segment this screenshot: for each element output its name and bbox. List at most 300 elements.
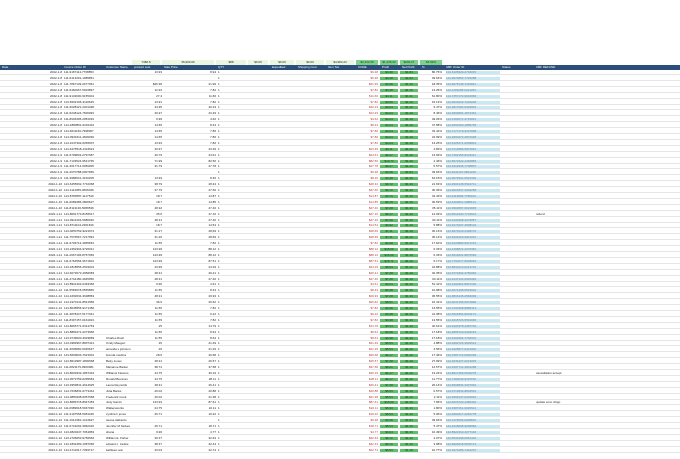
- table-cell[interactable]: [328, 224, 356, 227]
- table-cell[interactable]: 1: [218, 212, 220, 216]
- profit-cell[interactable]: $15.69: [380, 248, 398, 251]
- table-cell[interactable]: 2022-1-11: [48, 271, 62, 275]
- table-cell[interactable]: 2022-1-12: [48, 336, 62, 340]
- table-cell[interactable]: [298, 118, 326, 121]
- table-cell[interactable]: 9.99: [156, 118, 162, 122]
- table-cell[interactable]: 2022-1-11: [48, 224, 62, 228]
- table-cell[interactable]: 43.99: [154, 265, 162, 269]
- table-cell[interactable]: [536, 295, 576, 298]
- table-cell[interactable]: [272, 325, 296, 328]
- table-cell[interactable]: 113-4820247-7061863: [64, 430, 95, 434]
- profit-cell[interactable]: $4.38: [380, 307, 398, 310]
- table-cell[interactable]: 1: [218, 407, 220, 411]
- table-cell[interactable]: [106, 301, 134, 304]
- table-cell[interactable]: [502, 396, 534, 399]
- table-cell[interactable]: 1: [218, 189, 220, 192]
- profit-cell[interactable]: $24.29: [368, 265, 378, 269]
- table-cell[interactable]: 114-5530198-6661432: [446, 437, 500, 440]
- table-cell[interactable]: [536, 384, 576, 387]
- table-cell[interactable]: 1: [218, 118, 220, 122]
- summary-cell[interactable]: $4,984.23: [326, 60, 354, 65]
- profit-cell[interactable]: 0.57%: [433, 389, 442, 393]
- table-cell[interactable]: [502, 207, 534, 210]
- table-cell[interactable]: 2022-1-11: [48, 236, 62, 240]
- table-cell[interactable]: 48.31: [154, 295, 162, 299]
- profit-cell[interactable]: 33.44%: [431, 130, 442, 133]
- summary-cell[interactable]: $88: [216, 60, 246, 65]
- table-row[interactable]: [0, 412, 680, 417]
- table-cell[interactable]: 2022-1-8: [49, 141, 62, 145]
- table-cell[interactable]: [328, 443, 356, 446]
- table-cell[interactable]: 1: [218, 389, 220, 393]
- table-cell[interactable]: [250, 95, 270, 98]
- table-row[interactable]: [0, 347, 680, 352]
- table-cell[interactable]: [328, 171, 356, 174]
- table-row[interactable]: [0, 277, 680, 282]
- table-cell[interactable]: 2022-1-12: [48, 307, 62, 310]
- profit-cell[interactable]: 49.64%: [431, 171, 442, 175]
- table-cell[interactable]: 114-0573759-0295681: [64, 377, 95, 381]
- profit-cell[interactable]: $4.48: [380, 419, 398, 422]
- table-cell[interactable]: 87.61: [208, 401, 216, 405]
- table-cell[interactable]: [502, 236, 534, 239]
- table-row[interactable]: [0, 88, 680, 93]
- profit-cell[interactable]: $1.16: [400, 325, 418, 328]
- table-row[interactable]: [0, 111, 680, 116]
- profit-cell[interactable]: 4.88%: [433, 342, 442, 346]
- table-cell[interactable]: [250, 372, 270, 375]
- table-row[interactable]: [0, 406, 680, 411]
- table-cell[interactable]: [272, 154, 296, 157]
- column-header[interactable]: Status: [502, 65, 511, 69]
- column-header[interactable]: Date: [2, 65, 9, 69]
- profit-cell[interactable]: $7.86: [370, 130, 378, 133]
- table-cell[interactable]: [328, 71, 356, 74]
- profit-cell[interactable]: $8.44: [370, 124, 378, 128]
- table-cell[interactable]: [272, 71, 296, 74]
- profit-cell[interactable]: $6.22: [370, 312, 378, 316]
- table-cell[interactable]: [106, 83, 134, 86]
- table-cell[interactable]: 2022-1-8: [49, 118, 62, 122]
- table-cell[interactable]: [298, 354, 326, 357]
- table-cell[interactable]: 1: [218, 377, 220, 381]
- table-cell[interactable]: 1: [218, 342, 220, 346]
- profit-cell[interactable]: 18.35%: [431, 82, 442, 86]
- table-cell[interactable]: 114-0911333-5086032: [64, 218, 94, 222]
- table-cell[interactable]: [328, 189, 356, 192]
- table-cell[interactable]: [272, 283, 296, 286]
- table-cell[interactable]: [502, 183, 534, 186]
- table-cell[interactable]: [250, 313, 270, 316]
- profit-cell[interactable]: $5.53: [380, 348, 398, 351]
- table-cell[interactable]: 88.12: [208, 248, 216, 251]
- table-cell[interactable]: [272, 425, 296, 428]
- table-cell[interactable]: [106, 195, 134, 198]
- table-cell[interactable]: [298, 130, 326, 133]
- table-cell[interactable]: [164, 171, 216, 174]
- table-cell[interactable]: 114-5609834-3337091: [446, 384, 500, 387]
- table-row[interactable]: [0, 164, 680, 169]
- table-cell[interactable]: [106, 101, 134, 104]
- profit-cell[interactable]: $1.16: [400, 148, 418, 151]
- table-cell[interactable]: [272, 165, 296, 168]
- table-row[interactable]: [0, 82, 680, 87]
- table-cell[interactable]: [536, 219, 576, 222]
- profit-cell[interactable]: 13.25%: [431, 141, 442, 145]
- table-cell[interactable]: [298, 401, 326, 404]
- table-cell[interactable]: [536, 112, 576, 115]
- table-cell[interactable]: [502, 124, 534, 127]
- table-cell[interactable]: [502, 401, 534, 404]
- table-cell[interactable]: 113-8783587-1117516: [64, 194, 94, 198]
- table-cell[interactable]: [250, 101, 270, 104]
- table-cell[interactable]: 24.61: [208, 153, 216, 157]
- table-row[interactable]: [0, 76, 680, 81]
- table-cell[interactable]: 1: [218, 336, 220, 340]
- table-cell[interactable]: [502, 136, 534, 139]
- table-cell[interactable]: [502, 130, 534, 133]
- table-cell[interactable]: 111-3878447-5177461: [64, 312, 94, 316]
- table-cell[interactable]: [536, 130, 576, 133]
- table-cell[interactable]: [536, 425, 576, 428]
- profit-cell[interactable]: $6.17: [380, 213, 398, 216]
- table-cell[interactable]: [536, 230, 576, 233]
- table-cell[interactable]: [106, 266, 134, 269]
- summary-cell[interactable]: $2,232.09: [356, 60, 378, 65]
- table-cell[interactable]: [536, 366, 576, 369]
- table-cell[interactable]: [536, 195, 576, 198]
- table-cell[interactable]: 113-9749000-3933869: [64, 336, 95, 340]
- table-cell[interactable]: [298, 195, 326, 198]
- table-cell[interactable]: 114-6103284-7762001: [446, 337, 500, 340]
- profit-cell[interactable]: 64.15%: [431, 177, 442, 181]
- profit-cell[interactable]: 17.62%: [431, 242, 442, 246]
- table-cell[interactable]: 111-6764566-3671604: [64, 259, 94, 263]
- column-header[interactable]: UBF Order ID: [446, 65, 465, 69]
- table-cell[interactable]: [250, 425, 270, 428]
- table-cell[interactable]: [106, 148, 134, 151]
- table-cell[interactable]: [328, 207, 356, 210]
- table-cell[interactable]: [250, 319, 270, 322]
- table-cell[interactable]: [250, 272, 270, 275]
- table-cell[interactable]: 26.41: [208, 383, 216, 387]
- table-cell[interactable]: [250, 236, 270, 239]
- table-cell[interactable]: 31.26: [154, 236, 162, 240]
- table-cell[interactable]: 114-0714886-5847812: [446, 148, 500, 151]
- table-cell[interactable]: 26.68: [208, 354, 216, 358]
- table-cell[interactable]: 114-7760277-6648063: [446, 260, 500, 263]
- table-row[interactable]: [0, 223, 680, 228]
- table-cell[interactable]: 1: [218, 360, 220, 364]
- profit-cell[interactable]: $1.16: [400, 390, 418, 393]
- table-cell[interactable]: 11.55: [154, 318, 162, 322]
- table-cell[interactable]: 11.55: [154, 242, 162, 246]
- table-cell[interactable]: [536, 431, 576, 434]
- profit-cell[interactable]: $21.99: [368, 82, 378, 86]
- table-cell[interactable]: 26.62: [208, 301, 216, 305]
- profit-cell[interactable]: $29.93: [368, 295, 378, 299]
- table-cell[interactable]: 114-9102378-4487720: [446, 325, 500, 328]
- table-cell[interactable]: Marianne Barker: [106, 366, 129, 369]
- table-cell[interactable]: [134, 77, 162, 80]
- table-cell[interactable]: [272, 124, 296, 127]
- table-cell[interactable]: 7.82: [210, 88, 216, 92]
- table-cell[interactable]: [298, 160, 326, 163]
- table-cell[interactable]: [502, 337, 534, 340]
- profit-cell[interactable]: 17.46%: [431, 354, 442, 358]
- table-cell[interactable]: [272, 242, 296, 245]
- table-row[interactable]: [0, 365, 680, 370]
- table-cell[interactable]: [106, 325, 134, 328]
- table-cell[interactable]: [298, 177, 326, 180]
- table-cell[interactable]: [536, 142, 576, 145]
- profit-cell[interactable]: $1.16: [400, 319, 418, 322]
- table-cell[interactable]: [298, 419, 326, 422]
- table-cell[interactable]: 2022-1-11: [48, 242, 62, 246]
- table-cell[interactable]: 7.86: [210, 135, 216, 139]
- table-cell[interactable]: 2022-1-8: [49, 71, 62, 74]
- table-cell[interactable]: [272, 331, 296, 334]
- table-cell[interactable]: [502, 413, 534, 416]
- table-cell[interactable]: [250, 106, 270, 109]
- table-cell[interactable]: [106, 95, 134, 98]
- table-cell[interactable]: 4.62: [210, 118, 216, 122]
- table-cell[interactable]: 2022-1-12: [48, 401, 62, 405]
- table-row[interactable]: [0, 312, 680, 317]
- profit-cell[interactable]: $1.16: [400, 366, 418, 369]
- profit-cell[interactable]: $4.04: [380, 431, 398, 434]
- table-cell[interactable]: [272, 431, 296, 434]
- table-cell[interactable]: 113-8883471-0273966: [64, 330, 95, 334]
- table-cell[interactable]: 123.99: [152, 253, 162, 257]
- profit-cell[interactable]: $6.48: [370, 171, 378, 175]
- table-cell[interactable]: 114-3328877-0441902: [446, 348, 500, 351]
- profit-cell[interactable]: $3.96: [380, 101, 398, 104]
- profit-cell[interactable]: 49.03%: [431, 118, 442, 122]
- table-cell[interactable]: [272, 372, 296, 375]
- table-cell[interactable]: 1: [218, 194, 220, 198]
- table-cell[interactable]: [502, 437, 534, 440]
- column-header[interactable]: CODE: [358, 65, 367, 69]
- profit-cell[interactable]: $40.23: [368, 106, 378, 110]
- table-cell[interactable]: [106, 154, 134, 157]
- table-row[interactable]: [0, 182, 680, 187]
- table-cell[interactable]: 114-6015729-4486302: [446, 401, 500, 404]
- table-cell[interactable]: 2022-1-8: [49, 135, 62, 139]
- table-cell[interactable]: 26: [158, 348, 162, 352]
- table-cell[interactable]: 113-8009332-1867443: [64, 371, 95, 375]
- profit-cell[interactable]: $6.51: [380, 301, 398, 304]
- profit-cell[interactable]: $6.47: [380, 165, 398, 168]
- table-cell[interactable]: [106, 283, 134, 286]
- profit-cell[interactable]: $7.11: [380, 230, 398, 233]
- table-cell[interactable]: [298, 142, 326, 145]
- table-cell[interactable]: 2022-1-12: [48, 448, 62, 452]
- table-cell[interactable]: 1: [218, 312, 220, 316]
- table-cell[interactable]: [298, 342, 326, 345]
- profit-cell[interactable]: $6.17: [380, 372, 398, 375]
- profit-cell[interactable]: $4.04: [380, 136, 398, 139]
- table-cell[interactable]: 114-7177179-3167838: [446, 130, 500, 133]
- table-cell[interactable]: 1: [218, 419, 220, 423]
- table-cell[interactable]: 1: [218, 82, 220, 86]
- table-cell[interactable]: 1: [218, 248, 220, 251]
- table-cell[interactable]: [106, 124, 134, 127]
- table-cell[interactable]: [298, 112, 326, 115]
- profit-cell[interactable]: 41.38%: [431, 312, 442, 316]
- table-cell[interactable]: 1: [218, 130, 220, 133]
- profit-cell[interactable]: $1.11: [400, 95, 418, 98]
- table-cell[interactable]: 114-0880498-6057668: [64, 395, 95, 399]
- table-cell[interactable]: 111-3986541-4152205: [64, 177, 94, 181]
- profit-cell[interactable]: $8.64: [370, 330, 378, 334]
- table-cell[interactable]: [502, 360, 534, 363]
- table-cell[interactable]: 113-9353841-2614625: [64, 383, 95, 387]
- table-row[interactable]: [0, 324, 680, 329]
- table-row[interactable]: [0, 448, 680, 453]
- table-cell[interactable]: 114-6476518-1324521: [64, 147, 95, 151]
- table-cell[interactable]: [502, 354, 534, 357]
- table-cell[interactable]: 114-4711917-7393717: [64, 448, 94, 452]
- table-cell[interactable]: 114-2669147-0146632: [446, 396, 500, 399]
- table-cell[interactable]: 1: [218, 242, 220, 246]
- profit-cell[interactable]: 36.55%: [431, 295, 442, 299]
- table-row[interactable]: [0, 212, 680, 217]
- profit-cell[interactable]: $18.71: [368, 425, 378, 428]
- table-cell[interactable]: 2022-1-8: [49, 112, 62, 116]
- table-cell[interactable]: [502, 378, 534, 381]
- table-cell[interactable]: 24.75: [154, 407, 162, 411]
- table-cell[interactable]: [298, 449, 326, 452]
- table-cell[interactable]: 24.29: [208, 265, 216, 269]
- table-cell[interactable]: 114-3046127-6213045: [446, 360, 500, 363]
- table-cell[interactable]: [536, 331, 576, 334]
- table-cell[interactable]: 114-3817584-5426823: [446, 106, 500, 109]
- table-cell[interactable]: [106, 242, 134, 245]
- table-cell[interactable]: [536, 160, 576, 163]
- profit-cell[interactable]: $4.04: [380, 112, 398, 115]
- table-row[interactable]: [0, 400, 680, 405]
- table-cell[interactable]: 111-8113136-5089536: [64, 206, 94, 210]
- table-row[interactable]: [0, 129, 680, 134]
- table-cell[interactable]: $26.38: [152, 82, 162, 86]
- table-cell[interactable]: 114-8711104-2361816: [64, 224, 94, 228]
- table-cell[interactable]: [328, 289, 356, 292]
- profit-cell[interactable]: $7.28: [380, 272, 398, 275]
- table-cell[interactable]: [328, 307, 356, 310]
- table-cell[interactable]: [250, 384, 270, 387]
- table-cell[interactable]: 111-6743202-3962420: [64, 425, 94, 428]
- table-cell[interactable]: 114-7233458-8886413: [446, 307, 500, 310]
- profit-cell[interactable]: $6.47: [380, 154, 398, 157]
- table-cell[interactable]: [298, 124, 326, 127]
- table-cell[interactable]: 2022-1-10: [48, 183, 62, 187]
- table-cell[interactable]: [298, 384, 326, 387]
- profit-cell[interactable]: $14.85: [368, 200, 378, 204]
- profit-cell[interactable]: $23.49: [368, 147, 378, 151]
- profit-cell[interactable]: $1.16: [400, 160, 418, 163]
- table-cell[interactable]: Charles Rush: [106, 336, 125, 340]
- profit-cell[interactable]: 10.98%: [431, 289, 442, 293]
- profit-cell[interactable]: $1.16: [400, 89, 418, 92]
- table-cell[interactable]: [298, 230, 326, 233]
- table-cell[interactable]: [502, 112, 534, 115]
- table-cell[interactable]: [536, 301, 576, 304]
- table-row[interactable]: [0, 194, 680, 199]
- table-cell[interactable]: [502, 89, 534, 92]
- profit-cell[interactable]: $37.58: [368, 366, 378, 369]
- table-cell[interactable]: [250, 331, 270, 334]
- profit-cell[interactable]: $4.48: [380, 177, 398, 180]
- profit-cell[interactable]: $4.04: [380, 142, 398, 145]
- table-cell[interactable]: [298, 289, 326, 292]
- table-cell[interactable]: 111-7867139-2677061: [64, 82, 94, 86]
- table-cell[interactable]: [298, 319, 326, 322]
- table-cell[interactable]: 28.69: [208, 236, 216, 240]
- profit-cell[interactable]: $26.68: [368, 354, 378, 358]
- profit-cell[interactable]: $7.28: [380, 219, 398, 222]
- profit-cell[interactable]: 6.33%: [433, 253, 442, 257]
- profit-cell[interactable]: $1.16: [400, 443, 418, 446]
- table-cell[interactable]: [502, 201, 534, 204]
- profit-cell[interactable]: 34.88%: [431, 265, 442, 269]
- table-cell[interactable]: 2022-1-10: [48, 206, 62, 210]
- profit-cell[interactable]: $1.16: [400, 331, 418, 334]
- table-cell[interactable]: [272, 148, 296, 151]
- profit-cell[interactable]: $88.12: [368, 248, 378, 251]
- profit-cell[interactable]: $14.87: [368, 194, 378, 198]
- table-cell[interactable]: 1: [218, 100, 220, 104]
- table-row[interactable]: [0, 117, 680, 122]
- profit-cell[interactable]: $1.16: [400, 337, 418, 340]
- table-cell[interactable]: 27.78: [208, 165, 216, 169]
- table-cell[interactable]: [328, 183, 356, 186]
- table-cell[interactable]: 1: [218, 224, 220, 228]
- table-cell[interactable]: 40.23: [208, 106, 216, 110]
- table-cell[interactable]: [328, 331, 356, 334]
- table-cell[interactable]: 1: [218, 318, 220, 322]
- table-cell[interactable]: Betty Jones: [106, 360, 122, 364]
- table-cell[interactable]: 114-5671022-4492883: [446, 160, 500, 163]
- table-cell[interactable]: 2022-1-12: [48, 360, 62, 364]
- table-row[interactable]: [0, 294, 680, 299]
- profit-cell[interactable]: $7.82: [370, 242, 378, 246]
- table-cell[interactable]: [250, 301, 270, 304]
- profit-cell[interactable]: $7.28: [380, 207, 398, 210]
- column-header[interactable]: %: [422, 65, 425, 69]
- profit-cell[interactable]: $1.16: [400, 396, 418, 399]
- table-cell[interactable]: [328, 419, 356, 422]
- table-cell[interactable]: [328, 425, 356, 428]
- table-cell[interactable]: [272, 407, 296, 410]
- table-row[interactable]: [0, 371, 680, 376]
- table-row[interactable]: [0, 389, 680, 394]
- table-row[interactable]: [0, 229, 680, 234]
- table-cell[interactable]: [272, 449, 296, 452]
- table-cell[interactable]: [106, 278, 134, 281]
- table-cell[interactable]: [250, 154, 270, 157]
- profit-cell[interactable]: $21.29: [368, 348, 378, 352]
- table-cell[interactable]: [250, 342, 270, 345]
- table-cell[interactable]: [298, 378, 326, 381]
- table-cell[interactable]: 2022-1-12: [48, 318, 62, 322]
- table-cell[interactable]: 7.82: [210, 100, 216, 104]
- profit-cell[interactable]: $7.82: [370, 141, 378, 145]
- profit-cell[interactable]: 13.55%: [431, 307, 442, 310]
- table-cell[interactable]: [328, 118, 356, 121]
- table-cell[interactable]: 2022-1-10: [48, 194, 62, 198]
- table-cell[interactable]: [502, 278, 534, 281]
